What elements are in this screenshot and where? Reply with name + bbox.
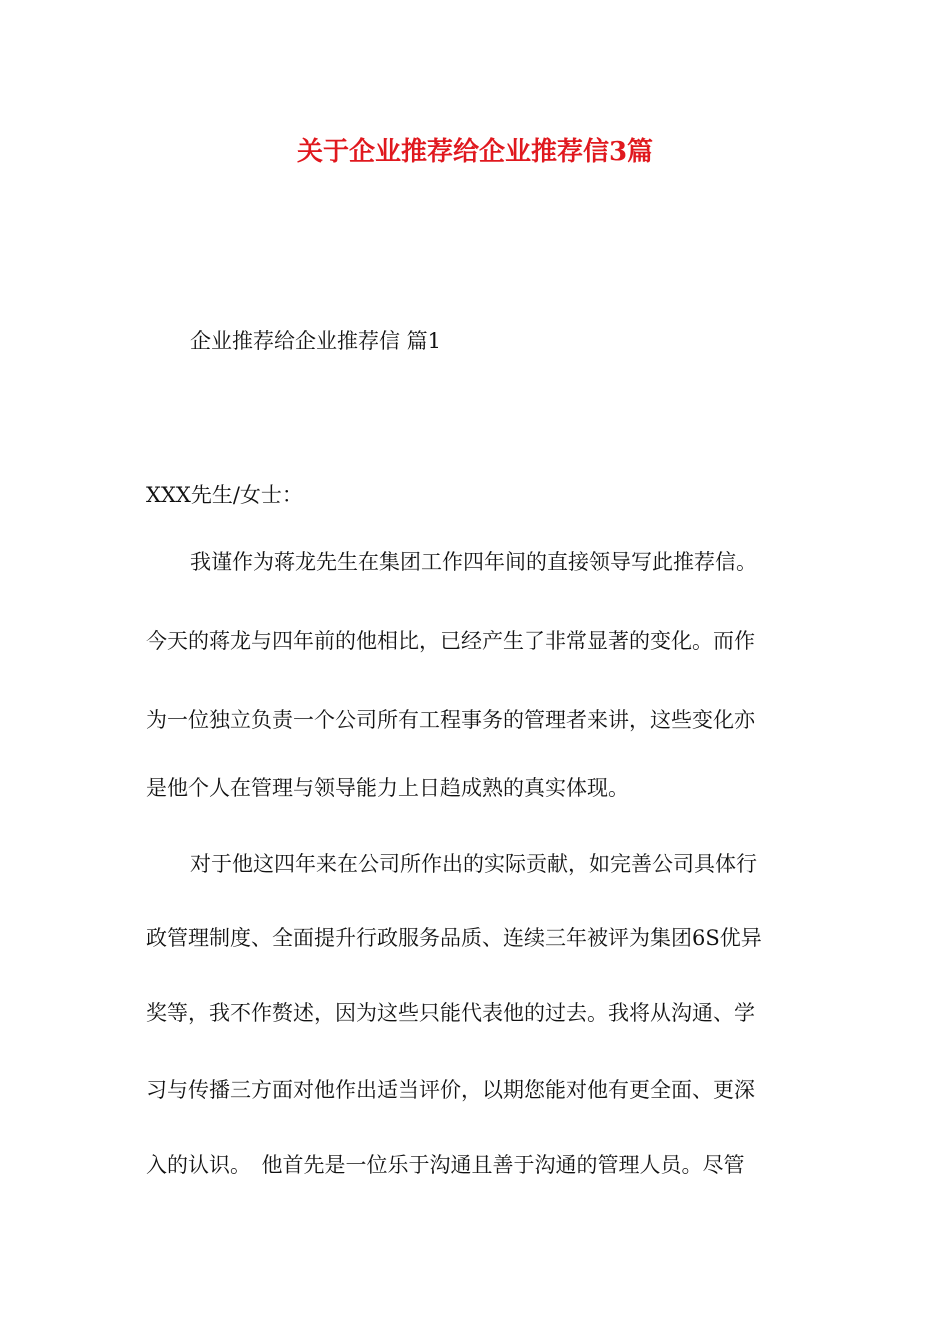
document-title: 关于企业推荐给企业推荐信3篇 bbox=[296, 137, 654, 167]
body-line: 是他个人在管理与领导能力上日趋成熟的真实体现。 bbox=[146, 776, 629, 800]
letter-salutation: XXX先生/女士： bbox=[146, 483, 303, 507]
body-line: 今天的蒋龙与四年前的他相比，已经产生了非常显著的变化。而作 bbox=[146, 629, 755, 653]
body-line: 对于他这四年来在公司所作出的实际贡献，如完善公司具体行 bbox=[190, 852, 757, 876]
body-line: 为一位独立负责一个公司所有工程事务的管理者来讲，这些变化亦 bbox=[146, 708, 755, 732]
body-line: 入的认识。 他首先是一位乐于沟通且善于沟通的管理人员。尽管 bbox=[146, 1153, 745, 1177]
body-line: 政管理制度、全面提升行政服务品质、连续三年被评为集团6S优异 bbox=[146, 926, 762, 950]
body-line: 奖等，我不作赘述，因为这些只能代表他的过去。我将从沟通、学 bbox=[146, 1001, 755, 1025]
body-line: 习与传播三方面对他作出适当评价，以期您能对他有更全面、更深 bbox=[146, 1078, 755, 1102]
body-line: 我谨作为蒋龙先生在集团工作四年间的直接领导写此推荐信。 bbox=[190, 550, 757, 574]
section-heading: 企业推荐给企业推荐信 篇1 bbox=[190, 329, 442, 353]
